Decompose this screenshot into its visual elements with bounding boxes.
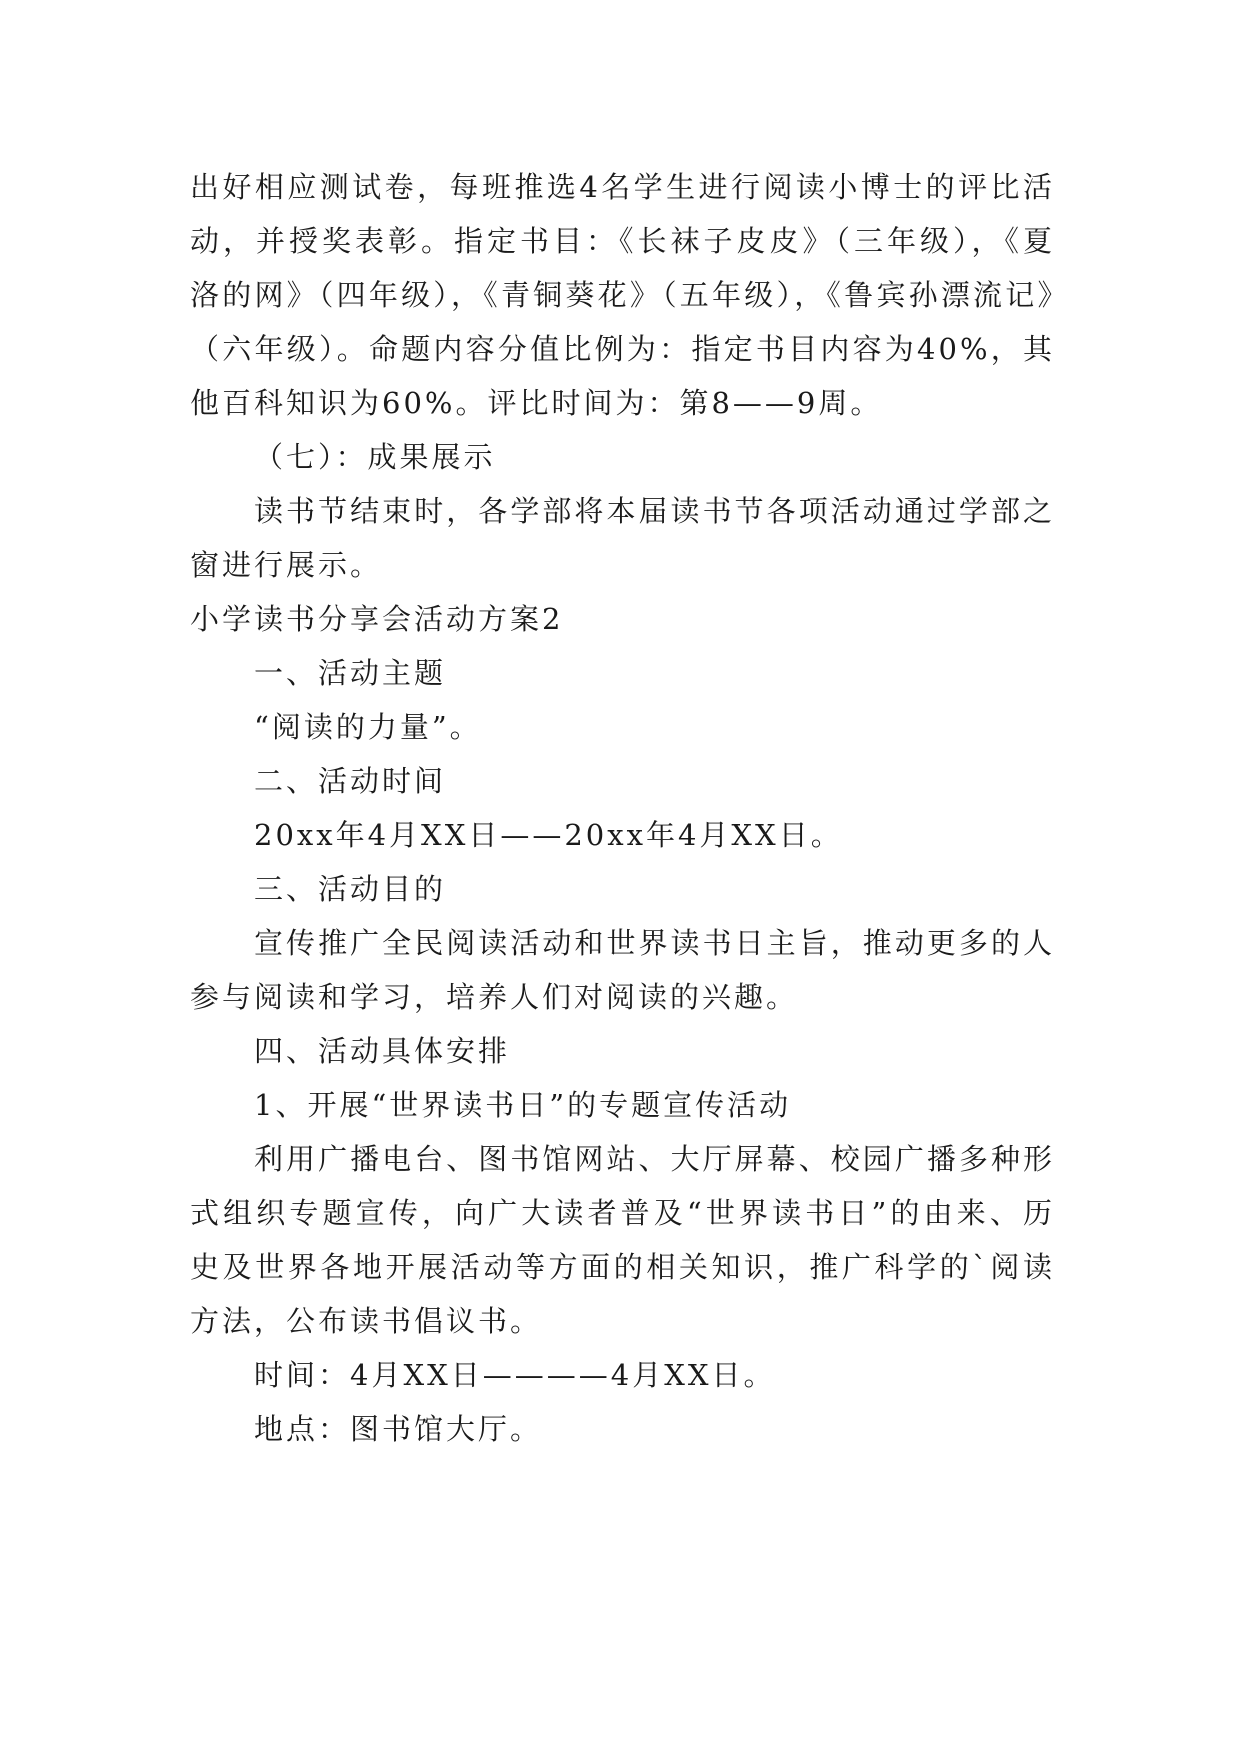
heading-activity-arrangement: 四、活动具体安排 [254, 1034, 511, 1068]
heading-activity-theme: 一、活动主题 [254, 656, 447, 690]
paragraph-publicity-activity: 利用广播电台、图书馆网站、大厅屏幕、校园广播多种形式组织专题宣传，向广大读者普及“世界读书日”的由来、历史及世界各地开展活动等方面的相关知识，推广科学的`阅读方法，公布读书倡议书。 [190, 1142, 1055, 1338]
heading-activity-purpose: 三、活动目的 [254, 872, 447, 906]
paragraph-activity-theme: “阅读的力量”。 [254, 710, 482, 744]
heading-activity-time: 二、活动时间 [254, 764, 447, 798]
paragraph-reading-competition: 出好相应测试卷，每班推选4名学生进行阅读小博士的评比活动，并授奖表彰。指定书目：《长袜子皮皮》（三年级），《夏洛的网》（四年级），《青铜葵花》（五年级），《鲁宾孙漂流记》（六年级）。命题内容分值比例为：指定书目内容为40%，其他百科知识为60%。评比时间为：第8——9周。 [190, 170, 1055, 420]
section-title: 小学读书分享会活动方案2 [190, 602, 564, 636]
heading-publicity-activity: 1、开展“世界读书日”的专题宣传活动 [254, 1088, 792, 1122]
paragraph-time: 时间：4月XX日————4月XX日。 [254, 1358, 776, 1392]
paragraph-location: 地点：图书馆大厅。 [254, 1412, 543, 1446]
document-body [190, 160, 1055, 1456]
paragraph-activity-purpose: 宣传推广全民阅读活动和世界读书日主旨，推动更多的人参与阅读和学习，培养人们对阅读的兴趣。 [190, 926, 1055, 1014]
subheading-results-display: （七）：成果展示 [254, 440, 496, 474]
paragraph-results-display: 读书节结束时，各学部将本届读书节各项活动通过学部之窗进行展示。 [190, 494, 1055, 582]
paragraph-activity-time: 20xx年4月XX日——20xx年4月XX日。 [254, 818, 843, 852]
